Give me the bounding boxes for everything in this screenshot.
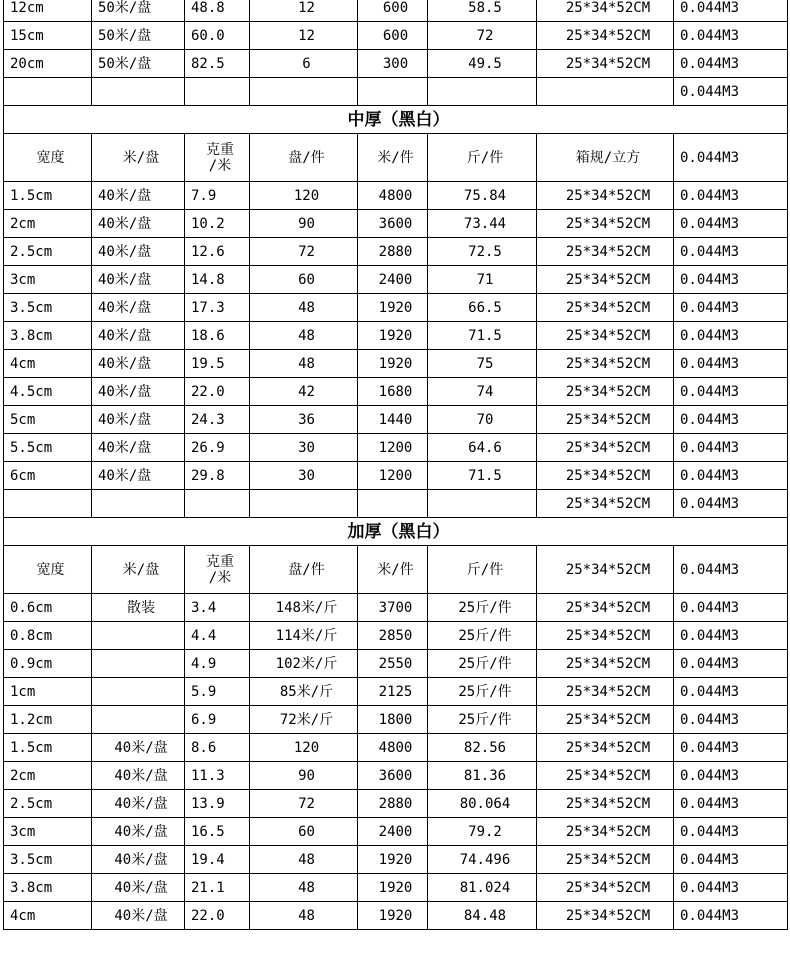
table-cell: 60 (250, 818, 358, 846)
table-cell: 0.044M3 (674, 902, 788, 930)
table-cell: 80.064 (428, 790, 537, 818)
table-cell: 0.044M3 (674, 78, 788, 106)
table-cell: 148米/斤 (250, 594, 358, 622)
table-cell: 25*34*52CM (537, 490, 674, 518)
table-cell: 5.9 (185, 678, 250, 706)
table-row (4, 678, 788, 706)
table-cell: 19.4 (185, 846, 250, 874)
table-cell: 600 (358, 0, 428, 22)
table-cell: 2880 (358, 238, 428, 266)
table-cell: 25*34*52CM (537, 650, 674, 678)
table-cell: 25*34*52CM (537, 462, 674, 490)
table-row (4, 0, 788, 22)
table-cell: 0.044M3 (674, 846, 788, 874)
table-cell: 48 (250, 294, 358, 322)
table-cell: 71.5 (428, 462, 537, 490)
header-cell-width: 宽度 (4, 546, 92, 594)
table-cell: 22.0 (185, 902, 250, 930)
table-cell: 25斤/件 (428, 706, 537, 734)
header-cell-meters-per-roll: 米/盘 (92, 134, 185, 182)
table-cell: 25*34*52CM (537, 678, 674, 706)
section-title-row (4, 106, 788, 134)
table-cell: 0.044M3 (674, 490, 788, 518)
table-row (4, 706, 788, 734)
table-cell: 散装 (92, 594, 185, 622)
table-cell: 0.044M3 (674, 406, 788, 434)
table-cell: 120 (250, 182, 358, 210)
table-cell: 25*34*52CM (537, 182, 674, 210)
table-cell: 2880 (358, 790, 428, 818)
table-cell: 0.6cm (4, 594, 92, 622)
table-row (4, 50, 788, 78)
header-cell-carton-spec: 箱规/立方 (537, 134, 674, 182)
table-cell: 25斤/件 (428, 650, 537, 678)
table-cell: 25*34*52CM (537, 734, 674, 762)
table-cell: 0.044M3 (674, 266, 788, 294)
header-cell-carton-spec: 25*34*52CM (537, 546, 674, 594)
table-cell: 0.044M3 (674, 874, 788, 902)
table-cell: 3.5cm (4, 294, 92, 322)
table-cell: 12.6 (185, 238, 250, 266)
table-cell: 75.84 (428, 182, 537, 210)
table-cell: 25*34*52CM (537, 434, 674, 462)
table-cell: 5.5cm (4, 434, 92, 462)
table-cell: 90 (250, 210, 358, 238)
table-cell: 25*34*52CM (537, 790, 674, 818)
header-cell-meters-per-case: 米/件 (358, 134, 428, 182)
table-cell: 50米/盘 (92, 22, 185, 50)
table-cell: 12 (250, 0, 358, 22)
table-row (4, 266, 788, 294)
table-cell: 36 (250, 406, 358, 434)
table-cell (185, 490, 250, 518)
table-row (4, 846, 788, 874)
table-cell: 0.044M3 (674, 50, 788, 78)
table-cell: 90 (250, 762, 358, 790)
table-cell: 4.9 (185, 650, 250, 678)
table-cell (92, 650, 185, 678)
table-cell: 72 (250, 790, 358, 818)
table-cell: 40米/盘 (92, 406, 185, 434)
table-cell: 48 (250, 350, 358, 378)
header-cell-meters-per-roll: 米/盘 (92, 546, 185, 594)
table-cell: 72 (428, 22, 537, 50)
table-cell: 40米/盘 (92, 238, 185, 266)
table-cell: 24.3 (185, 406, 250, 434)
table-cell: 25*34*52CM (537, 238, 674, 266)
table-cell: 0.044M3 (674, 734, 788, 762)
table-cell: 2.5cm (4, 238, 92, 266)
table-cell: 40米/盘 (92, 762, 185, 790)
table-cell: 60 (250, 266, 358, 294)
table-cell: 13.9 (185, 790, 250, 818)
table-cell: 1920 (358, 350, 428, 378)
table-cell: 25*34*52CM (537, 0, 674, 22)
table-cell (92, 678, 185, 706)
header-weight-line-2: /米 (208, 157, 232, 174)
table-cell: 0.9cm (4, 650, 92, 678)
table-cell (4, 78, 92, 106)
table-row (4, 818, 788, 846)
table-cell: 25*34*52CM (537, 322, 674, 350)
table-cell: 0.044M3 (674, 294, 788, 322)
table-cell: 29.8 (185, 462, 250, 490)
header-cell-width: 宽度 (4, 134, 92, 182)
table-cell: 4800 (358, 182, 428, 210)
table-cell: 0.044M3 (674, 434, 788, 462)
table-cell: 25斤/件 (428, 622, 537, 650)
table-cell: 3.4 (185, 594, 250, 622)
table-cell (92, 706, 185, 734)
header-cell-rolls-per-case: 盘/件 (250, 134, 358, 182)
table-cell (428, 78, 537, 106)
header-cell-weight (185, 134, 250, 182)
table-cell: 0.044M3 (674, 790, 788, 818)
table-cell: 48.8 (185, 0, 250, 22)
table-cell: 1680 (358, 378, 428, 406)
table-cell: 26.9 (185, 434, 250, 462)
table-cell: 25*34*52CM (537, 22, 674, 50)
table-cell: 0.044M3 (674, 818, 788, 846)
table-cell: 4.4 (185, 622, 250, 650)
table-cell: 3600 (358, 762, 428, 790)
header-row (4, 546, 788, 594)
section-title: 中厚（黑白） (4, 106, 788, 134)
table-cell: 0.044M3 (674, 0, 788, 22)
table-cell: 79.2 (428, 818, 537, 846)
header-cell-jin-per-case: 斤/件 (428, 134, 537, 182)
table-row (4, 378, 788, 406)
table-cell: 4cm (4, 902, 92, 930)
table-cell: 48 (250, 874, 358, 902)
table-cell: 600 (358, 22, 428, 50)
table-cell: 18.6 (185, 322, 250, 350)
header-row (4, 134, 788, 182)
table-row (4, 210, 788, 238)
table-cell: 2cm (4, 210, 92, 238)
table-cell: 1920 (358, 322, 428, 350)
table-row (4, 78, 788, 106)
table-cell: 40米/盘 (92, 378, 185, 406)
table-cell: 82.5 (185, 50, 250, 78)
table-cell: 1920 (358, 846, 428, 874)
table-cell: 1920 (358, 874, 428, 902)
table-cell: 6 (250, 50, 358, 78)
table-cell: 3.8cm (4, 322, 92, 350)
table-cell (250, 78, 358, 106)
table-cell: 40米/盘 (92, 818, 185, 846)
table-cell: 0.044M3 (674, 238, 788, 266)
table-cell: 1.2cm (4, 706, 92, 734)
table-cell: 0.044M3 (674, 378, 788, 406)
table-cell: 75 (428, 350, 537, 378)
table-cell: 3700 (358, 594, 428, 622)
table-cell: 20cm (4, 50, 92, 78)
table-row (4, 350, 788, 378)
table-cell: 25*34*52CM (537, 846, 674, 874)
table-row (4, 406, 788, 434)
table-row (4, 238, 788, 266)
table-cell: 50米/盘 (92, 50, 185, 78)
section-title: 加厚（黑白） (4, 518, 788, 546)
table-cell: 2850 (358, 622, 428, 650)
table-cell: 0.044M3 (674, 594, 788, 622)
table-cell: 40米/盘 (92, 846, 185, 874)
table-cell: 1200 (358, 434, 428, 462)
table-row (4, 762, 788, 790)
table-cell: 72 (250, 238, 358, 266)
table-cell: 85米/斤 (250, 678, 358, 706)
table-cell: 71 (428, 266, 537, 294)
table-cell: 25*34*52CM (537, 874, 674, 902)
table-cell: 0.044M3 (674, 762, 788, 790)
table-cell: 0.044M3 (674, 350, 788, 378)
table-cell: 81.024 (428, 874, 537, 902)
table-cell: 58.5 (428, 0, 537, 22)
table-cell: 3cm (4, 266, 92, 294)
table-cell: 82.56 (428, 734, 537, 762)
table-cell: 4.5cm (4, 378, 92, 406)
table-cell: 48 (250, 322, 358, 350)
table-cell: 84.48 (428, 902, 537, 930)
table-cell: 8.6 (185, 734, 250, 762)
table-cell (185, 78, 250, 106)
table-cell: 49.5 (428, 50, 537, 78)
table-row (4, 322, 788, 350)
table-row (4, 490, 788, 518)
table-row (4, 902, 788, 930)
table-cell: 0.044M3 (674, 322, 788, 350)
table-cell: 40米/盘 (92, 734, 185, 762)
table-cell: 25*34*52CM (537, 50, 674, 78)
table-cell (92, 78, 185, 106)
table-cell: 25*34*52CM (537, 406, 674, 434)
table-row (4, 22, 788, 50)
table-cell: 81.36 (428, 762, 537, 790)
table-cell: 0.044M3 (674, 678, 788, 706)
table-cell: 40米/盘 (92, 790, 185, 818)
table-cell: 50米/盘 (92, 0, 185, 22)
table-cell (428, 490, 537, 518)
header-cell-volume: 0.044M3 (674, 134, 788, 182)
table-cell: 5cm (4, 406, 92, 434)
header-cell-jin-per-case: 斤/件 (428, 546, 537, 594)
table-row (4, 874, 788, 902)
table-cell: 1920 (358, 294, 428, 322)
table-cell (4, 490, 92, 518)
table-cell: 0.044M3 (674, 210, 788, 238)
table-cell: 74.496 (428, 846, 537, 874)
header-weight-line-2: /米 (208, 569, 232, 586)
table-cell: 4800 (358, 734, 428, 762)
table-cell: 25*34*52CM (537, 818, 674, 846)
table-cell: 1.5cm (4, 182, 92, 210)
table-row (4, 790, 788, 818)
table-cell: 25*34*52CM (537, 350, 674, 378)
table-cell: 1.5cm (4, 734, 92, 762)
table-cell: 25*34*52CM (537, 378, 674, 406)
table-cell: 1920 (358, 902, 428, 930)
table-cell: 25斤/件 (428, 678, 537, 706)
table-cell: 2400 (358, 266, 428, 294)
section-title-row (4, 518, 788, 546)
table-cell: 2.5cm (4, 790, 92, 818)
table-cell: 70 (428, 406, 537, 434)
table-cell (92, 490, 185, 518)
table-cell: 40米/盘 (92, 462, 185, 490)
table-cell: 74 (428, 378, 537, 406)
table-cell: 73.44 (428, 210, 537, 238)
table-row (4, 294, 788, 322)
table-cell: 40米/盘 (92, 350, 185, 378)
table-cell: 25*34*52CM (537, 902, 674, 930)
table-cell: 40米/盘 (92, 182, 185, 210)
table-cell: 16.5 (185, 818, 250, 846)
table-cell: 1cm (4, 678, 92, 706)
table-cell: 25*34*52CM (537, 622, 674, 650)
table-cell: 0.8cm (4, 622, 92, 650)
table-row (4, 434, 788, 462)
table-cell: 300 (358, 50, 428, 78)
table-cell: 6cm (4, 462, 92, 490)
table-cell: 7.9 (185, 182, 250, 210)
spec-sheet (3, 0, 788, 930)
table-cell (537, 78, 674, 106)
table-cell: 40米/盘 (92, 434, 185, 462)
table-cell: 64.6 (428, 434, 537, 462)
header-cell-volume: 0.044M3 (674, 546, 788, 594)
table-cell: 11.3 (185, 762, 250, 790)
header-cell-rolls-per-case: 盘/件 (250, 546, 358, 594)
table-cell: 1800 (358, 706, 428, 734)
table-cell: 114米/斤 (250, 622, 358, 650)
table-row (4, 650, 788, 678)
table-cell: 40米/盘 (92, 210, 185, 238)
table-cell: 0.044M3 (674, 650, 788, 678)
table-cell: 2400 (358, 818, 428, 846)
table-row (4, 734, 788, 762)
table-cell: 0.044M3 (674, 182, 788, 210)
table-cell: 102米/斤 (250, 650, 358, 678)
table-cell (92, 622, 185, 650)
table-cell: 42 (250, 378, 358, 406)
table-cell: 48 (250, 846, 358, 874)
table-cell: 71.5 (428, 322, 537, 350)
spec-table (3, 0, 788, 930)
table-cell: 40米/盘 (92, 266, 185, 294)
table-cell: 0.044M3 (674, 706, 788, 734)
table-cell: 2cm (4, 762, 92, 790)
header-cell-weight (185, 546, 250, 594)
table-cell: 25*34*52CM (537, 266, 674, 294)
table-cell: 25*34*52CM (537, 594, 674, 622)
table-cell: 30 (250, 434, 358, 462)
table-cell: 40米/盘 (92, 902, 185, 930)
table-cell: 17.3 (185, 294, 250, 322)
table-cell: 21.1 (185, 874, 250, 902)
header-weight-line-1: 克重 (206, 553, 234, 570)
table-cell: 25*34*52CM (537, 294, 674, 322)
table-row (4, 622, 788, 650)
table-cell: 0.044M3 (674, 622, 788, 650)
table-cell: 3600 (358, 210, 428, 238)
table-cell: 40米/盘 (92, 294, 185, 322)
table-cell: 72米/斤 (250, 706, 358, 734)
table-cell: 25*34*52CM (537, 706, 674, 734)
table-cell: 25*34*52CM (537, 210, 674, 238)
table-cell: 2125 (358, 678, 428, 706)
table-cell (358, 490, 428, 518)
table-row (4, 462, 788, 490)
table-cell (250, 490, 358, 518)
table-cell: 0.044M3 (674, 462, 788, 490)
table-cell: 14.8 (185, 266, 250, 294)
table-cell: 25*34*52CM (537, 762, 674, 790)
table-cell: 1200 (358, 462, 428, 490)
table-cell: 66.5 (428, 294, 537, 322)
table-cell: 3cm (4, 818, 92, 846)
table-cell: 72.5 (428, 238, 537, 266)
table-cell: 60.0 (185, 22, 250, 50)
table-cell: 22.0 (185, 378, 250, 406)
table-cell: 4cm (4, 350, 92, 378)
table-cell: 19.5 (185, 350, 250, 378)
header-weight-line-1: 克重 (206, 141, 234, 158)
table-cell (358, 78, 428, 106)
table-cell: 2550 (358, 650, 428, 678)
table-cell: 15cm (4, 22, 92, 50)
table-cell: 48 (250, 902, 358, 930)
table-cell: 25斤/件 (428, 594, 537, 622)
table-row (4, 182, 788, 210)
table-cell: 1440 (358, 406, 428, 434)
table-cell: 120 (250, 734, 358, 762)
header-cell-meters-per-case: 米/件 (358, 546, 428, 594)
table-cell: 12 (250, 22, 358, 50)
table-cell: 0.044M3 (674, 22, 788, 50)
table-cell: 30 (250, 462, 358, 490)
table-cell: 40米/盘 (92, 874, 185, 902)
table-cell: 40米/盘 (92, 322, 185, 350)
table-cell: 6.9 (185, 706, 250, 734)
table-cell: 10.2 (185, 210, 250, 238)
table-cell: 3.5cm (4, 846, 92, 874)
table-cell: 3.8cm (4, 874, 92, 902)
table-row (4, 594, 788, 622)
table-cell: 12cm (4, 0, 92, 22)
